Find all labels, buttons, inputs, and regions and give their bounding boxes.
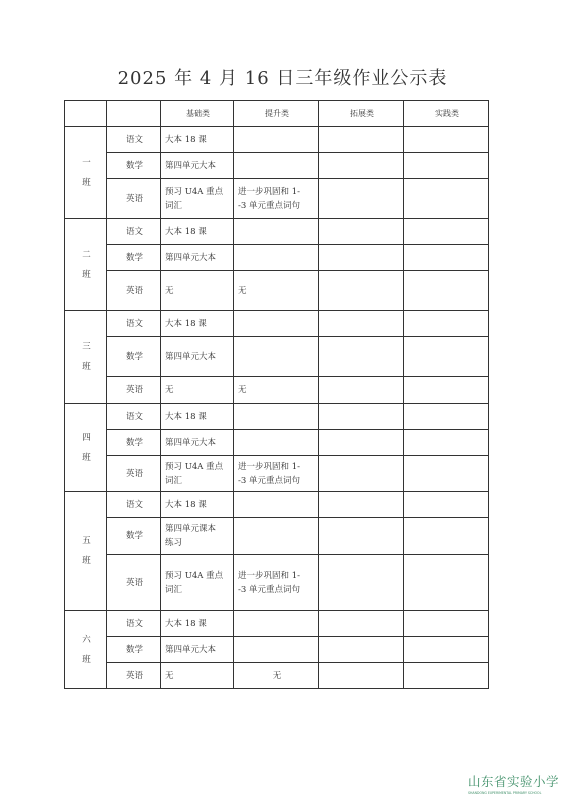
improve-cell: 无	[234, 663, 319, 689]
expand-cell	[319, 127, 404, 153]
subject-cell: 语文	[107, 219, 161, 245]
basic-cell: 无	[161, 271, 234, 311]
improve-cell	[234, 219, 319, 245]
practice-cell	[404, 492, 489, 518]
expand-cell	[319, 611, 404, 637]
header-expand: 拓展类	[319, 101, 404, 127]
table-row	[65, 456, 489, 492]
practice-cell	[404, 219, 489, 245]
improve-cell: 进一步巩固和 1- -3 单元重点词句	[234, 555, 319, 611]
improve-cell	[234, 492, 319, 518]
improve-cell	[234, 404, 319, 430]
school-logo-name: 山东省实验小学	[468, 774, 560, 789]
table-row	[65, 518, 489, 555]
improve-cell: 无	[234, 377, 319, 404]
subject-cell: 语文	[107, 611, 161, 637]
practice-cell	[404, 179, 489, 219]
expand-cell	[319, 518, 404, 555]
table-row	[65, 311, 489, 337]
practice-cell	[404, 611, 489, 637]
subject-cell: 语文	[107, 492, 161, 518]
expand-cell	[319, 456, 404, 492]
improve-cell: 进一步巩固和 1- -3 单元重点词句	[234, 456, 319, 492]
practice-cell	[404, 663, 489, 689]
improve-cell	[234, 153, 319, 179]
basic-cell: 预习 U4A 重点 词汇	[161, 456, 234, 492]
page-title: 2025 年 4 月 16 日三年级作业公示表	[117, 68, 448, 89]
table-row	[65, 127, 489, 153]
expand-cell	[319, 555, 404, 611]
practice-cell	[404, 127, 489, 153]
improve-cell	[234, 311, 319, 337]
subject-cell: 英语	[107, 456, 161, 492]
table-row	[65, 637, 489, 663]
practice-cell	[404, 153, 489, 179]
table-row	[65, 611, 489, 637]
basic-cell: 第四单元大本	[161, 430, 234, 456]
subject-cell: 数学	[107, 153, 161, 179]
class-name-cell	[65, 404, 107, 492]
homework-table	[64, 100, 489, 689]
improve-cell	[234, 245, 319, 271]
table-row	[65, 663, 489, 689]
expand-cell	[319, 430, 404, 456]
header-cell	[107, 101, 161, 127]
expand-cell	[319, 245, 404, 271]
basic-cell: 预习 U4A 重点 词汇	[161, 555, 234, 611]
basic-cell: 大本 18 课	[161, 492, 234, 518]
practice-cell	[404, 555, 489, 611]
improve-cell	[234, 337, 319, 377]
subject-cell: 语文	[107, 311, 161, 337]
subject-cell: 语文	[107, 404, 161, 430]
expand-cell	[319, 404, 404, 430]
improve-cell: 无	[234, 271, 319, 311]
basic-cell: 预习 U4A 重点 词汇	[161, 179, 234, 219]
practice-cell	[404, 337, 489, 377]
practice-cell	[404, 404, 489, 430]
expand-cell	[319, 492, 404, 518]
expand-cell	[319, 311, 404, 337]
subject-cell: 数学	[107, 518, 161, 555]
table-row	[65, 492, 489, 518]
improve-cell	[234, 611, 319, 637]
table-row	[65, 555, 489, 611]
basic-cell: 第四单元大本	[161, 637, 234, 663]
subject-cell: 数学	[107, 337, 161, 377]
practice-cell	[404, 518, 489, 555]
practice-cell	[404, 456, 489, 492]
improve-cell	[234, 518, 319, 555]
practice-cell	[404, 637, 489, 663]
expand-cell	[319, 663, 404, 689]
subject-cell: 英语	[107, 377, 161, 404]
expand-cell	[319, 179, 404, 219]
class-name-cell	[65, 311, 107, 404]
subject-cell: 语文	[107, 127, 161, 153]
basic-cell: 大本 18 课	[161, 127, 234, 153]
improve-cell	[234, 127, 319, 153]
subject-cell: 数学	[107, 430, 161, 456]
class-name-cell	[65, 127, 107, 219]
header-practice: 实践类	[404, 101, 489, 127]
school-logo	[468, 772, 563, 795]
basic-cell: 大本 18 课	[161, 611, 234, 637]
subject-cell: 英语	[107, 271, 161, 311]
subject-cell: 英语	[107, 555, 161, 611]
table-row	[65, 245, 489, 271]
table-row	[65, 271, 489, 311]
improve-cell: 进一步巩固和 1- -3 单元重点词句	[234, 179, 319, 219]
class-name: 五 班	[82, 536, 91, 566]
table-row	[65, 337, 489, 377]
basic-cell: 第四单元大本	[161, 245, 234, 271]
basic-cell: 大本 18 课	[161, 311, 234, 337]
practice-cell	[404, 271, 489, 311]
basic-cell: 第四单元课本 练习	[161, 518, 234, 555]
subject-cell: 英语	[107, 663, 161, 689]
table-row	[65, 404, 489, 430]
header-basic: 基础类	[161, 101, 234, 127]
basic-cell: 大本 18 课	[161, 219, 234, 245]
class-name: 四 班	[82, 432, 91, 463]
class-name: 三 班	[82, 342, 91, 372]
class-name-cell	[65, 611, 107, 689]
class-name: 一 班	[82, 157, 91, 188]
class-name: 六 班	[82, 634, 91, 665]
basic-cell: 无	[161, 377, 234, 404]
practice-cell	[404, 377, 489, 404]
class-name: 二 班	[82, 249, 91, 280]
school-logo-english: SHANDONG EXPERIMENTAL PRIMARY SCHOOL	[468, 791, 542, 795]
table-row	[65, 430, 489, 456]
header-cell	[65, 101, 107, 127]
table-row	[65, 219, 489, 245]
expand-cell	[319, 377, 404, 404]
subject-cell: 数学	[107, 637, 161, 663]
subject-cell: 英语	[107, 179, 161, 219]
practice-cell	[404, 430, 489, 456]
practice-cell	[404, 311, 489, 337]
expand-cell	[319, 271, 404, 311]
header-row	[65, 101, 489, 127]
table-row	[65, 377, 489, 404]
class-name-cell	[65, 492, 107, 611]
expand-cell	[319, 637, 404, 663]
improve-cell	[234, 637, 319, 663]
header-improve: 提升类	[234, 101, 319, 127]
subject-cell: 数学	[107, 245, 161, 271]
table-row	[65, 179, 489, 219]
practice-cell	[404, 245, 489, 271]
expand-cell	[319, 337, 404, 377]
expand-cell	[319, 153, 404, 179]
basic-cell: 第四单元大本	[161, 337, 234, 377]
class-name-cell	[65, 219, 107, 311]
basic-cell: 第四单元大本	[161, 153, 234, 179]
table-row	[65, 153, 489, 179]
basic-cell: 大本 18 课	[161, 404, 234, 430]
basic-cell: 无	[161, 663, 234, 689]
improve-cell	[234, 430, 319, 456]
expand-cell	[319, 219, 404, 245]
